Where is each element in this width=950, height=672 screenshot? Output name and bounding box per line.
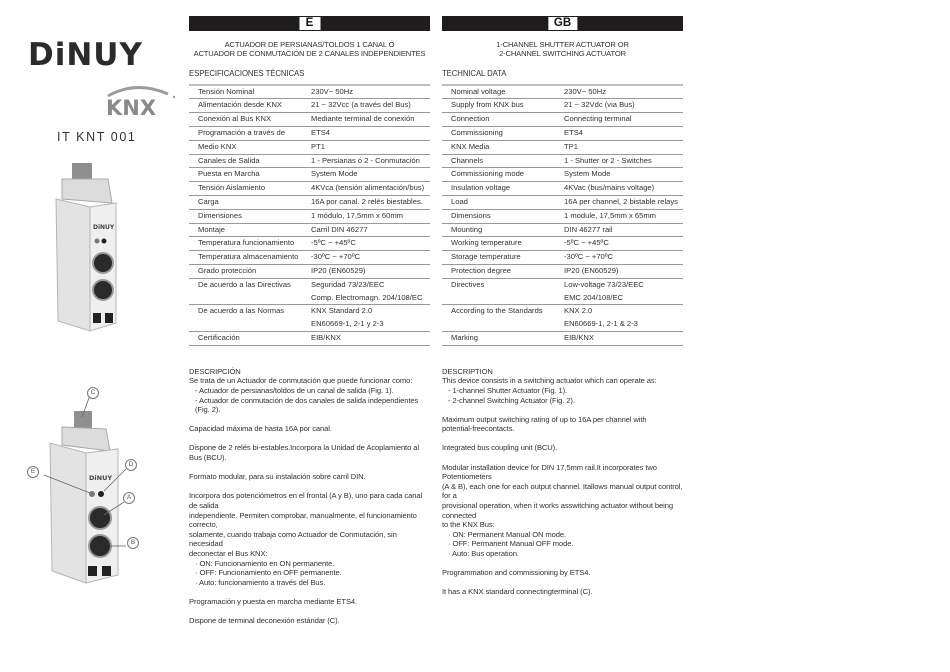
description-paragraph: This device consists in a switching actuator which can operate as: - 1-channel Shutter Actuator (Fig. 1). - 2-channel Switching Actuator (Fig. 2).	[442, 376, 657, 405]
svg-text:KNX: KNX	[106, 96, 157, 118]
description	[189, 367, 430, 626]
spec-value: -30ºC ~ +70ºC	[311, 252, 361, 262]
spec-key: Storage temperature	[451, 252, 521, 262]
spec-value: -5ºC ~ +45ºC	[564, 238, 609, 248]
spec-row	[442, 331, 683, 345]
product-title: ACTUADOR DE PERSIANAS/TOLDOS 1 CANAL Ó ACTUADOR DE CONMUTACIÓN DE 2 CANALES INDEPENDIENTES	[193, 40, 426, 58]
description-paragraph: Programación y puesta en marcha mediante ETS4.	[189, 596, 358, 606]
spec-row	[442, 99, 683, 113]
spec-row	[189, 331, 430, 345]
spec-value: Mediante terminal de conexión	[311, 114, 415, 124]
description-paragraph: Maximum output switching rating of up to 16A per channel with potential-freecontacts.	[442, 414, 647, 434]
spec-row	[189, 99, 430, 113]
spec-value: PT1	[311, 141, 325, 151]
spec-key: Temperatura almacenamiento	[198, 252, 299, 262]
callout-a: A	[123, 492, 135, 504]
description-paragraph: Se trata de un Actuador de conmutación que puede funcionar como: - Actuador de persianas/toldos de un canal de salida (Fig. 1). - Actuador de conmutación de dos canales de salida independientes (Fig. 2).	[189, 376, 419, 415]
spec-key: Alimentación desde KNX	[198, 100, 282, 110]
spec-key: Montaje	[198, 224, 226, 234]
spec-key: Certificación	[198, 332, 240, 342]
spec-row	[442, 264, 683, 278]
spec-key: Tensión Nominal	[198, 86, 255, 96]
language-bar	[189, 16, 430, 31]
spec-row	[189, 195, 430, 209]
spec-row	[189, 264, 430, 278]
spec-heading: ESPECIFICACIONES TÉCNICAS	[189, 68, 305, 78]
spec-key: Dimensiones	[198, 210, 242, 220]
spec-row	[442, 85, 683, 99]
spec-key: Supply from KNX bus	[451, 100, 524, 110]
spec-row	[189, 237, 430, 251]
spec-row	[189, 182, 430, 196]
spec-key: Connection	[451, 114, 490, 124]
spec-table	[189, 84, 430, 346]
spec-value: System Mode	[311, 169, 358, 179]
svg-text:DiNUY: DiNUY	[89, 474, 113, 482]
column-spanish	[189, 16, 430, 635]
language-bar	[442, 16, 683, 31]
spec-key: Working temperature	[451, 238, 522, 248]
model-code: IT KNT 001	[57, 130, 137, 144]
spec-value: 230V~ 50Hz	[564, 86, 607, 96]
spec-key: Grado protección	[198, 265, 257, 275]
spec-key: Canales de Salida	[198, 155, 260, 165]
spec-value: ETS4	[564, 127, 583, 137]
spec-row	[189, 278, 430, 305]
spec-row	[189, 168, 430, 182]
spec-key: Tensión Aislamiento	[198, 183, 266, 193]
spec-row	[442, 209, 683, 223]
device-photo-front	[50, 163, 140, 338]
spec-key: Puesta en Marcha	[198, 169, 260, 179]
spec-row	[189, 251, 430, 265]
spec-value: DIN 46277 rail	[564, 224, 613, 234]
spec-row	[189, 223, 430, 237]
description-paragraph: Programmation and commissioning by ETS4.	[442, 568, 591, 578]
spec-value: -5ºC ~ +45ºC	[311, 238, 356, 248]
spec-value: 4KVac (bus/mains voltage)	[564, 183, 655, 193]
spec-value: TP1	[564, 141, 578, 151]
spec-value: 1 - Shutter or 2 - Switches	[564, 155, 652, 165]
spec-value: 230V~ 50Hz	[311, 86, 354, 96]
description	[442, 367, 683, 597]
spec-key: Programación a través de	[198, 127, 285, 137]
spec-value: -30ºC ~ +70ºC	[564, 252, 614, 262]
spec-key: Insulation voltage	[451, 183, 511, 193]
spec-value: 21 ~ 32Vdc (via Bus)	[564, 100, 635, 110]
spec-row	[442, 278, 683, 305]
callout-c: C	[87, 387, 99, 399]
device-photo-annotated	[22, 383, 147, 588]
spec-value: 16A per channel, 2 bistable relays	[564, 196, 678, 206]
spec-row	[189, 305, 430, 332]
spec-key: Carga	[198, 196, 219, 206]
spec-row	[189, 209, 430, 223]
spec-value: Connecting terminal	[564, 114, 632, 124]
product-title: 1-CHANNEL SHUTTER ACTUATOR OR 2-CHANNEL SWITCHING ACTUATOR	[496, 40, 629, 58]
spec-value: 21 ~ 32Vcc (a través del Bus)	[311, 100, 411, 110]
callout-e: E	[27, 466, 39, 478]
spec-row	[442, 113, 683, 127]
spec-key: Medio KNX	[198, 141, 237, 151]
knx-logo	[102, 82, 178, 118]
spec-row	[189, 85, 430, 99]
spec-value: IP20 (EN60529)	[564, 265, 619, 275]
spec-key: Marking	[451, 332, 479, 342]
spec-row	[442, 305, 683, 332]
spec-value: 1 módulo, 17,5mm x 60mm	[311, 210, 404, 220]
spec-key: Channels	[451, 155, 484, 165]
spec-value: EIB/KNX	[564, 332, 594, 342]
description-paragraph: Capacidad máxima de hasta 16A por canal.	[189, 424, 332, 434]
spec-row	[442, 223, 683, 237]
spec-key: Protection degree	[451, 265, 511, 275]
spec-key: Dimensions	[451, 210, 491, 220]
callout-d: D	[125, 459, 137, 471]
spec-value: System Mode	[564, 169, 611, 179]
spec-row	[442, 237, 683, 251]
spec-key: Conexión al Bus KNX	[198, 114, 272, 124]
spec-row	[189, 140, 430, 154]
description-heading: DESCRIPTION	[442, 366, 493, 376]
spec-row	[442, 182, 683, 196]
spec-row	[442, 168, 683, 182]
callout-b: B	[127, 537, 139, 549]
spec-row	[442, 140, 683, 154]
spec-row	[189, 154, 430, 168]
language-tag: E	[299, 17, 320, 30]
description-paragraph: Dispone de 2 relés bi-estables.Incorpora la Unidad de Acoplamiento al Bus (BCU).	[189, 443, 419, 463]
spec-value: KNX 2.0 EN60669-1, 2-1 & 2-3	[564, 306, 638, 329]
spec-value: 1 module, 17,5mm x 65mm	[564, 210, 657, 220]
spec-key: De acuerdo a las Normas	[198, 306, 285, 316]
spec-key: Commissioning mode	[451, 169, 525, 179]
spec-key: Nominal voltage	[451, 86, 506, 96]
spec-value: EIB/KNX	[311, 332, 341, 342]
description-paragraph: Dispone de terminal deconexión estándar (C).	[189, 616, 340, 626]
spec-key: KNX Media	[451, 141, 490, 151]
spec-row	[442, 251, 683, 265]
column-english	[442, 16, 683, 607]
spec-value: 1 - Persianas ó 2 - Conmutación	[311, 155, 420, 165]
language-tag: GB	[548, 17, 577, 30]
spec-row	[189, 126, 430, 140]
spec-value: IP20 (EN60529)	[311, 265, 366, 275]
spec-row	[442, 126, 683, 140]
description-paragraph: Integrated bus coupling unit (BCU).	[442, 443, 558, 453]
spec-key: De acuerdo a las Directivas	[198, 279, 291, 289]
spec-heading: TECHNICAL DATA	[442, 68, 507, 78]
svg-text:DiNUY: DiNUY	[28, 38, 143, 70]
spec-key: According to the Standards	[451, 306, 543, 316]
spec-value: 4KVca (tensión alimentación/bus)	[311, 183, 425, 193]
spec-value: ETS4	[311, 127, 330, 137]
spec-row	[442, 154, 683, 168]
spec-row	[442, 195, 683, 209]
spec-value: 16A por canal. 2 relés biestables.	[311, 196, 423, 206]
spec-key: Commissioning	[451, 127, 503, 137]
spec-key: Directives	[451, 279, 485, 289]
spec-value: Low-voltage 73/23/EEC EMC 204/108/EC	[564, 279, 644, 302]
dinuy-logo	[28, 38, 163, 70]
svg-text:DiNUY: DiNUY	[93, 224, 115, 231]
spec-row	[189, 113, 430, 127]
spec-value: Carril DIN 46277	[311, 224, 368, 234]
description-paragraph: Formato modular, para su instalación sobre carril DIN.	[189, 472, 366, 482]
description-paragraph: Modular installation device for DIN 17,5mm rail.It incorporates two Potentiometers (A & B), each one for each output channel. Itallows manual output control, for a provisional operation, when it works asswitching actuator without being connected to the KNX Bus: · ON: Permanent Manual ON mode. · OFF: Permanent Manual OFF mode. · Auto: Bus operation.	[442, 462, 683, 559]
description-paragraph: Incorpora dos potenciómetros en el frontal (A y B), uno para cada canal de salida independiente. Permiten comprobar, manualmente, el funcionamiento correcto, solamente, cuando trabaja como Actuador de Conmutación, sin necesidad deconectar el Bus KNX: · ON: Funcionamiento en ON permanente. · OFF: Funcionamiento en OFF permanente. · Auto: funcionamiento a través del Bus.	[189, 491, 423, 587]
description-paragraph: It has a KNX standard connectingterminal (C).	[442, 587, 593, 597]
spec-table	[442, 84, 683, 346]
spec-value: Seguridad 73/23/EEC Comp. Electromagn. 204/108/EC	[311, 279, 423, 302]
spec-value: KNX Standard 2.0 EN60669-1, 2-1 y 2-3	[311, 306, 384, 329]
spec-key: Load	[451, 196, 468, 206]
description-heading: DESCRIPCIÓN	[189, 366, 241, 376]
spec-key: Mounting	[451, 224, 483, 234]
spec-key: Temperatura funcionamiento	[198, 238, 295, 248]
